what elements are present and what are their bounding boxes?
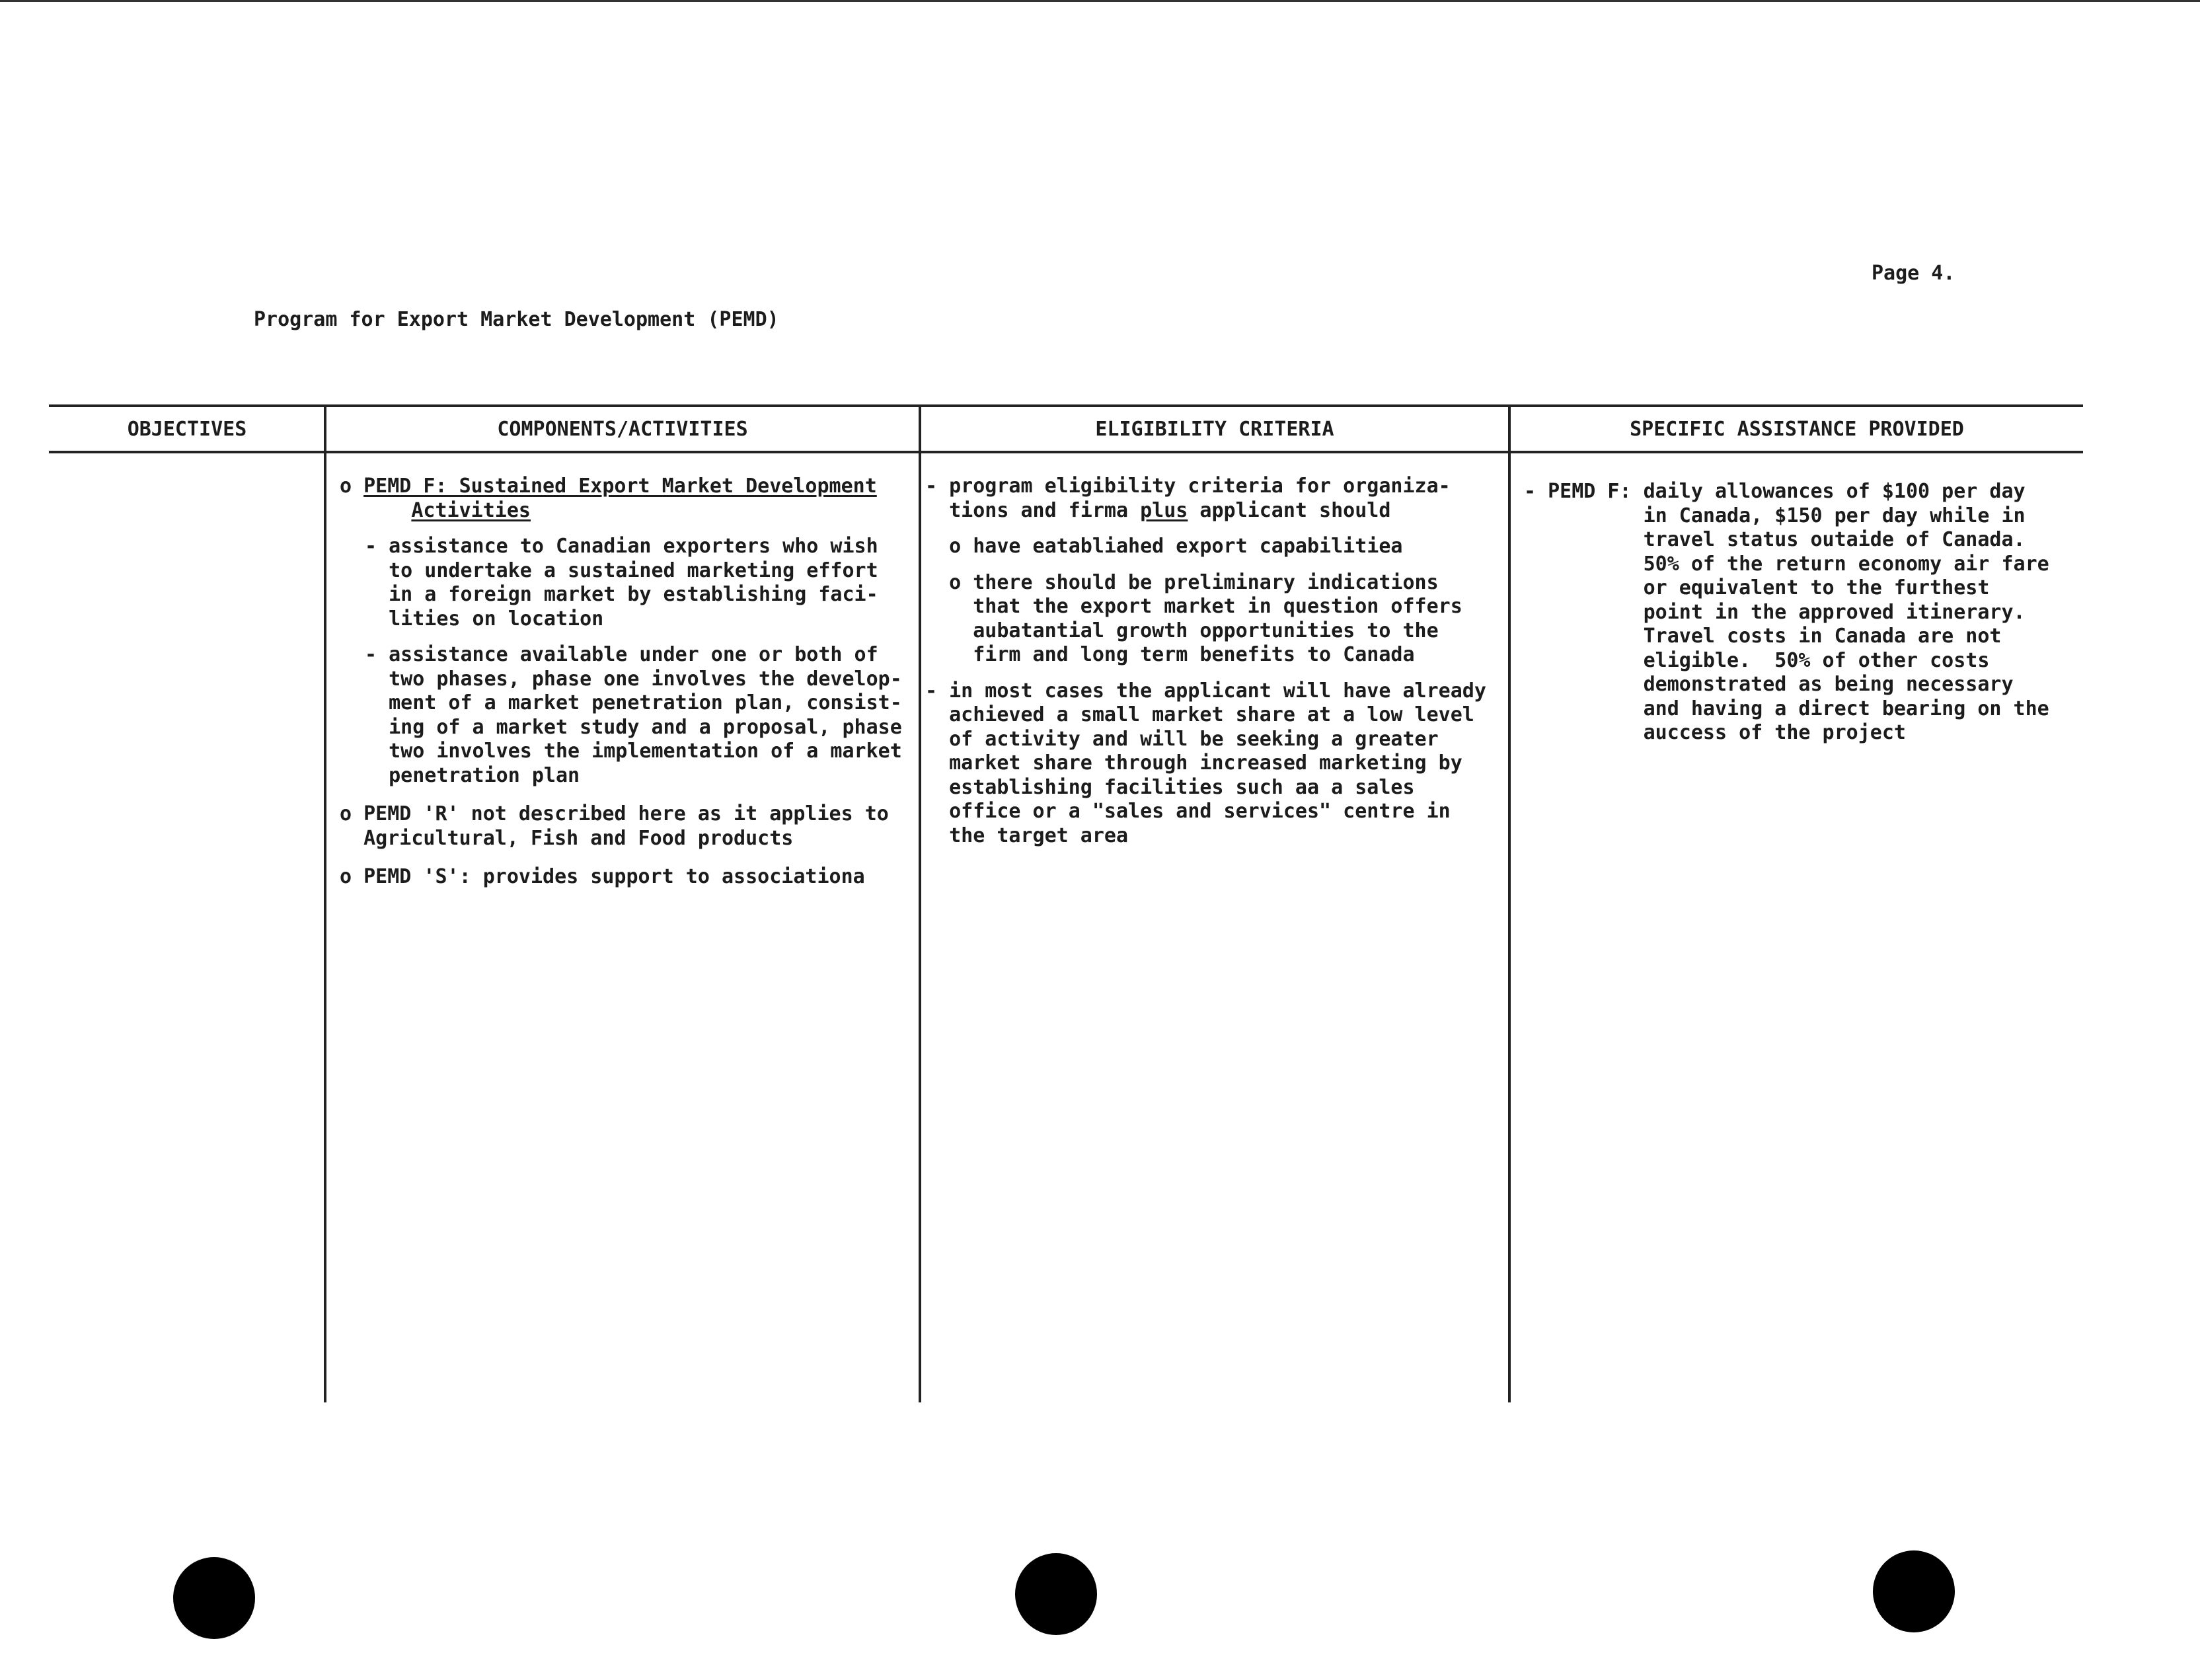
header-components: COMPONENTS/ACTIVITIES xyxy=(497,418,748,441)
pemd-f-title: PEMD F: Sustained Export Market Development xyxy=(363,475,877,498)
assistance-line: auccess of the project xyxy=(1524,721,1906,744)
assistance-line: point in the approved itinerary. xyxy=(1524,600,2026,624)
eligibility-column xyxy=(925,475,1486,848)
punch-hole-left xyxy=(173,1557,255,1639)
header-eligibility: ELIGIBILITY CRITERIA xyxy=(1095,418,1334,441)
pemd-f-title-cont: Activities xyxy=(411,498,531,522)
assistance-line: Travel costs in Canada are not xyxy=(1524,625,2002,648)
text-line: aubatantial growth opportunities to the xyxy=(925,619,1439,642)
text-line: two phases, phase one involves the develop- xyxy=(365,667,902,691)
pemd-r-item-cont: Agricultural, Fish and Food products xyxy=(340,826,794,850)
pemd-s-item: o PEMD 'S': provides support to associationa xyxy=(340,865,865,888)
assistance-line: - PEMD F: daily allowances of $100 per day xyxy=(1524,480,2026,503)
assistance-line: demonstrated as being necessary xyxy=(1524,673,2014,696)
text-line: the target area xyxy=(925,823,1129,847)
document-title: Program for Export Market Development (PEMD) xyxy=(254,308,779,331)
eligibility-intro: - program eligibility criteria for organiza- xyxy=(925,475,1451,498)
text-line: office or a "sales and services" centre in xyxy=(925,800,1451,823)
eligibility-intro-text: tions and firma xyxy=(925,498,1141,522)
eligibility-plus-underlined: plus xyxy=(1140,498,1188,522)
text-line: achieved a small market share at a low level xyxy=(925,703,1474,726)
table-header-rule xyxy=(49,451,2083,453)
text-line: ment of a market penetration plan, consist- xyxy=(365,691,902,714)
assistance-column xyxy=(1524,480,2049,745)
assistance-line: 50% of the return economy air fare xyxy=(1524,552,2049,576)
punch-hole-center xyxy=(1015,1553,1097,1635)
eligibility-item-capabilities: o have eatabliahed export capabilitiea xyxy=(925,535,1403,558)
text-line: establishing facilities such aa a sales xyxy=(925,775,1415,799)
eligibility-intro-cont xyxy=(925,499,1486,523)
text-line: - assistance to Canadian exporters who wish xyxy=(365,535,878,558)
text-line: - assistance available under one or both of xyxy=(365,643,878,666)
text-line: market share through increased marketing by xyxy=(925,751,1462,775)
assistance-line: and having a direct bearing on the xyxy=(1524,697,2049,720)
assistance-line: eligible. 50% of other costs xyxy=(1524,648,1990,672)
top-edge-rule xyxy=(0,0,2200,2)
table-top-rule xyxy=(49,404,2083,407)
components-column xyxy=(340,475,902,890)
column-divider-1 xyxy=(324,406,326,1402)
text-line: - in most cases the applicant will have already xyxy=(925,679,1486,703)
assistance-line: in Canada, $150 per day while in xyxy=(1524,504,2026,527)
assistance-line: travel status outaide of Canada. xyxy=(1524,528,2026,551)
eligibility-intro-text-end: applicant should xyxy=(1188,498,1391,522)
pemd-f-heading xyxy=(340,475,902,499)
header-objectives: OBJECTIVES xyxy=(127,418,247,441)
text-line: in a foreign market by establishing faci- xyxy=(365,583,878,606)
text-line: of activity and will be seeking a greater xyxy=(925,727,1439,751)
assistance-line: or equivalent to the furthest xyxy=(1524,576,1990,599)
text-line: o there should be preliminary indications xyxy=(925,570,1439,594)
pemd-f-bullet: o xyxy=(340,475,364,498)
pemd-r-item: o PEMD 'R' not described here as it applies to xyxy=(340,802,889,825)
column-divider-3 xyxy=(1508,406,1511,1402)
text-line: firm and long term benefits to Canada xyxy=(925,643,1415,666)
text-line: to undertake a sustained marketing effort xyxy=(365,558,878,582)
punch-hole-right xyxy=(1873,1550,1955,1632)
text-line: two involves the implementation of a market xyxy=(365,740,902,763)
text-line: that the export market in question offers xyxy=(925,595,1462,618)
text-line: ing of a market study and a proposal, phase xyxy=(365,715,902,739)
pemd-f-heading-cont xyxy=(340,499,902,523)
text-line: penetration plan xyxy=(365,763,580,787)
text-line: lities on location xyxy=(365,607,604,630)
header-assistance: SPECIFIC ASSISTANCE PROVIDED xyxy=(1630,418,1964,441)
page-number: Page 4. xyxy=(1872,262,1955,285)
column-divider-2 xyxy=(919,406,921,1402)
